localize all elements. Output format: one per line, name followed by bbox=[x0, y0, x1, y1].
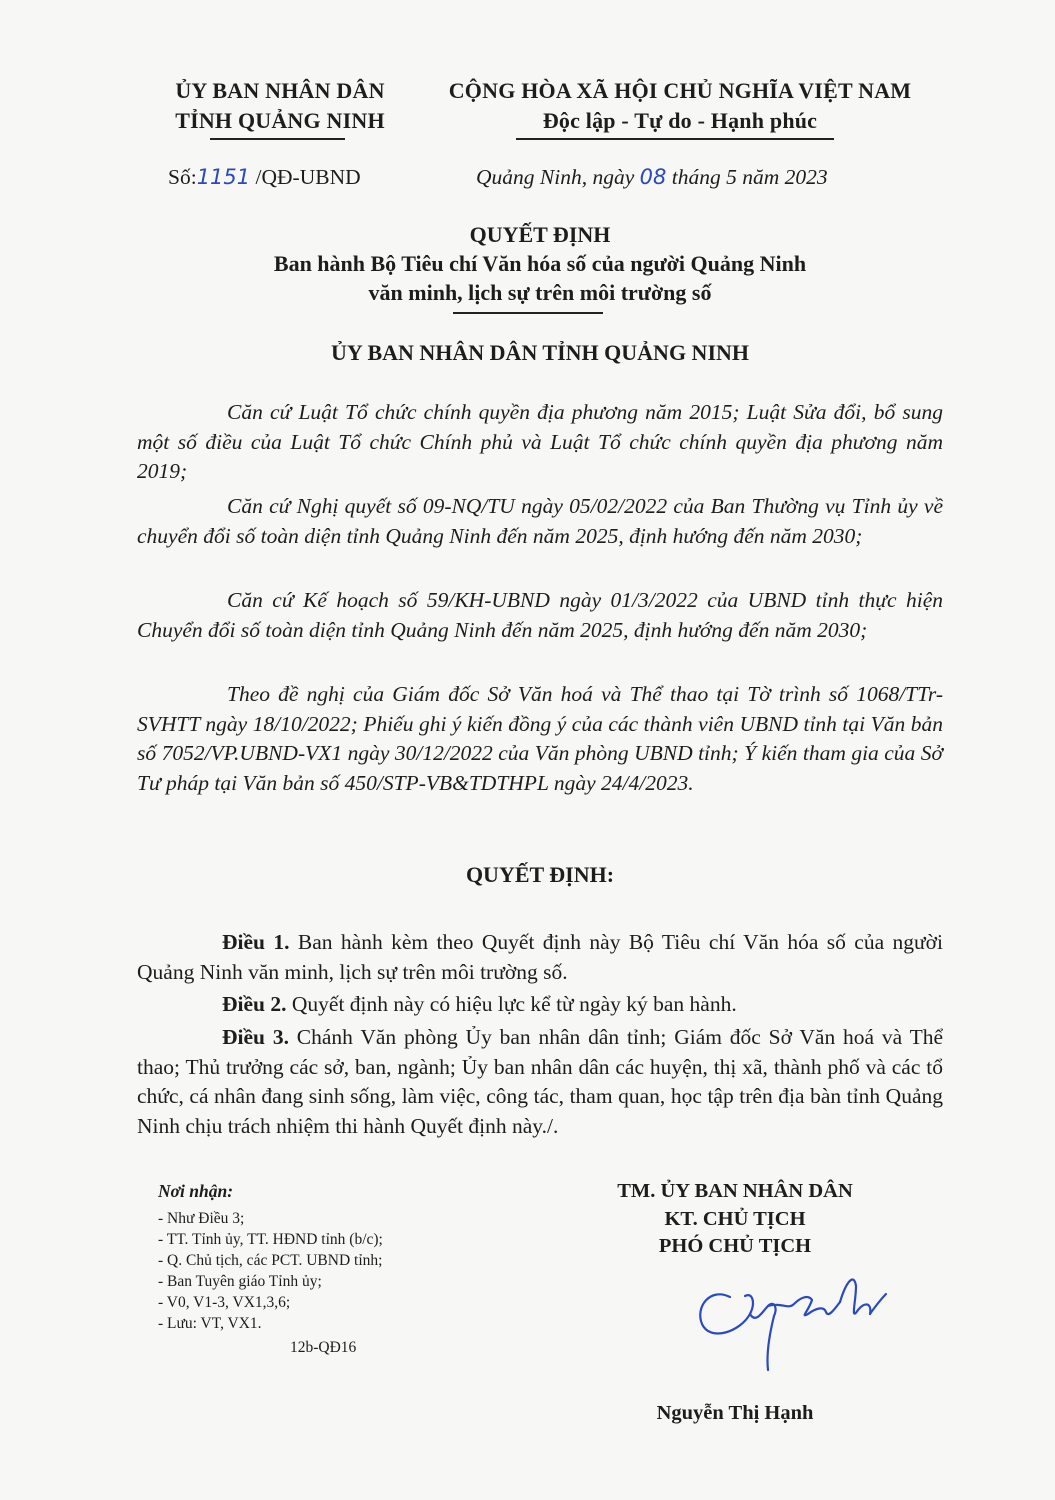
number-prefix: Số: bbox=[168, 165, 197, 189]
legal-basis-3: Căn cứ Kế hoạch số 59/KH-UBND ngày 01/3/2022 của UBND tỉnh thực hiện Chuyển đổi số toàn diện tỉnh Quảng Ninh đến năm 2025, định hướng đến năm 2030; bbox=[137, 588, 943, 642]
sign-line2: KT. CHỦ TỊCH bbox=[664, 1207, 806, 1230]
recipient-item: - V0, V1-3, VX1,3,6; bbox=[158, 1294, 291, 1311]
recipient-item: - Lưu: VT, VX1. bbox=[158, 1315, 262, 1332]
document-title bbox=[137, 220, 943, 307]
date-suffix: tháng 5 năm 2023 bbox=[671, 165, 828, 189]
article-2 bbox=[137, 990, 943, 1020]
subject-underline bbox=[453, 312, 603, 314]
document-number bbox=[168, 165, 361, 190]
signer-name: Nguyễn Thị Hạnh bbox=[656, 1402, 814, 1424]
decision-heading: QUYẾT ĐỊNH: bbox=[465, 862, 615, 887]
nation-line2: Độc lập - Tự do - Hạnh phúc bbox=[542, 108, 818, 133]
recipient-item: - Q. Chủ tịch, các PCT. UBND tỉnh; bbox=[158, 1252, 383, 1269]
recipient-item: - Ban Tuyên giáo Tỉnh ủy; bbox=[158, 1273, 322, 1290]
article-2-label: Điều 2. bbox=[222, 992, 287, 1016]
article-3 bbox=[137, 1023, 943, 1141]
legal-basis-1: Căn cứ Luật Tổ chức chính quyền địa phương năm 2015; Luật Sửa đổi, bổ sung một số điều của Luật Tổ chức Chính phủ và Luật Tổ chức chính quyền địa phương năm 2019; bbox=[137, 400, 943, 483]
date-prefix: Quảng Ninh, ngày bbox=[476, 165, 635, 189]
issue-date bbox=[476, 165, 828, 190]
title-heading: QUYẾT ĐỊNH bbox=[469, 222, 611, 247]
legal-basis-2: Căn cứ Nghị quyết số 09-NQ/TU ngày 05/02/2022 của Ban Thường vụ Tỉnh ủy về chuyển đổi số toàn diện tỉnh Quảng Ninh đến năm 2025, định hướng đến năm 2030; bbox=[137, 494, 943, 548]
document-code: 12b-QĐ16 bbox=[290, 1339, 357, 1356]
article-1 bbox=[137, 928, 943, 987]
signature-title bbox=[580, 1178, 890, 1261]
recipients-heading: Nơi nhận: bbox=[158, 1181, 234, 1201]
nation-line1: CỘNG HÒA XÃ HỘI CHỦ NGHĨA VIỆT NAM bbox=[448, 78, 912, 103]
handwritten-signature bbox=[690, 1262, 890, 1382]
number-suffix: /QĐ-UBND bbox=[255, 165, 361, 189]
recipient-item: - Như Điều 3; bbox=[158, 1210, 245, 1227]
issuing-authority bbox=[150, 76, 410, 136]
article-1-label: Điều 1. bbox=[222, 930, 290, 954]
motto-underline bbox=[516, 138, 834, 140]
sign-line1: TM. ỦY BAN NHÂN DÂN bbox=[617, 1180, 853, 1202]
org-line2: TỈNH QUẢNG NINH bbox=[175, 108, 385, 133]
number-handwritten: 1151 bbox=[196, 165, 251, 189]
sign-line3: PHÓ CHỦ TỊCH bbox=[658, 1235, 812, 1257]
org-underline bbox=[210, 138, 345, 140]
org-line1: ỦY BAN NHÂN DÂN bbox=[175, 78, 385, 103]
article-3-text: Chánh Văn phòng Ủy ban nhân dân tỉnh; Giám đốc Sở Văn hoá và Thể thao; Thủ trưởng các sở, ban, ngành; Ủy ban nhân dân các huyện, thị xã, thành phố và các tổ chức, cá nhân đang sinh sống, làm việc, công tác, tham quan, học tập trên địa bàn tỉnh Quảng Ninh chịu trách nhiệm thi hành Quyết định này./. bbox=[137, 1025, 944, 1138]
article-1-text: Ban hành kèm theo Quyết định này Bộ Tiêu chí Văn hóa số của người Quảng Ninh văn minh, lịch sự trên môi trường số. bbox=[137, 930, 944, 984]
legal-basis-4: Theo đề nghị của Giám đốc Sở Văn hoá và Thể thao tại Tờ trình số 1068/TTr-SVHTT ngày 18/10/2022; Phiếu ghi ý kiến đồng ý của các thành viên UBND tỉnh tại Văn bản số 7052/VP.UBND-VX1 ngày 30/12/2022 của Văn phòng UBND tỉnh; Ý kiến tham gia của Sở Tư pháp tại Văn bản số 450/STP-VB&TDTHPL ngày 24/4/2023. bbox=[137, 682, 943, 795]
article-2-text: Quyết định này có hiệu lực kể từ ngày ký ban hành. bbox=[291, 992, 737, 1016]
authority-heading: ỦY BAN NHÂN DÂN TỈNH QUẢNG NINH bbox=[330, 340, 750, 365]
article-3-label: Điều 3. bbox=[222, 1025, 289, 1049]
recipient-item: - TT. Tỉnh ủy, TT. HĐND tỉnh (b/c); bbox=[158, 1231, 383, 1248]
date-day-handwritten: 08 bbox=[639, 165, 667, 189]
subject-line1: Ban hành Bộ Tiêu chí Văn hóa số của người Quảng Ninh bbox=[273, 251, 807, 276]
subject-line2: văn minh, lịch sự trên môi trường số bbox=[368, 280, 712, 305]
national-motto bbox=[410, 76, 950, 136]
